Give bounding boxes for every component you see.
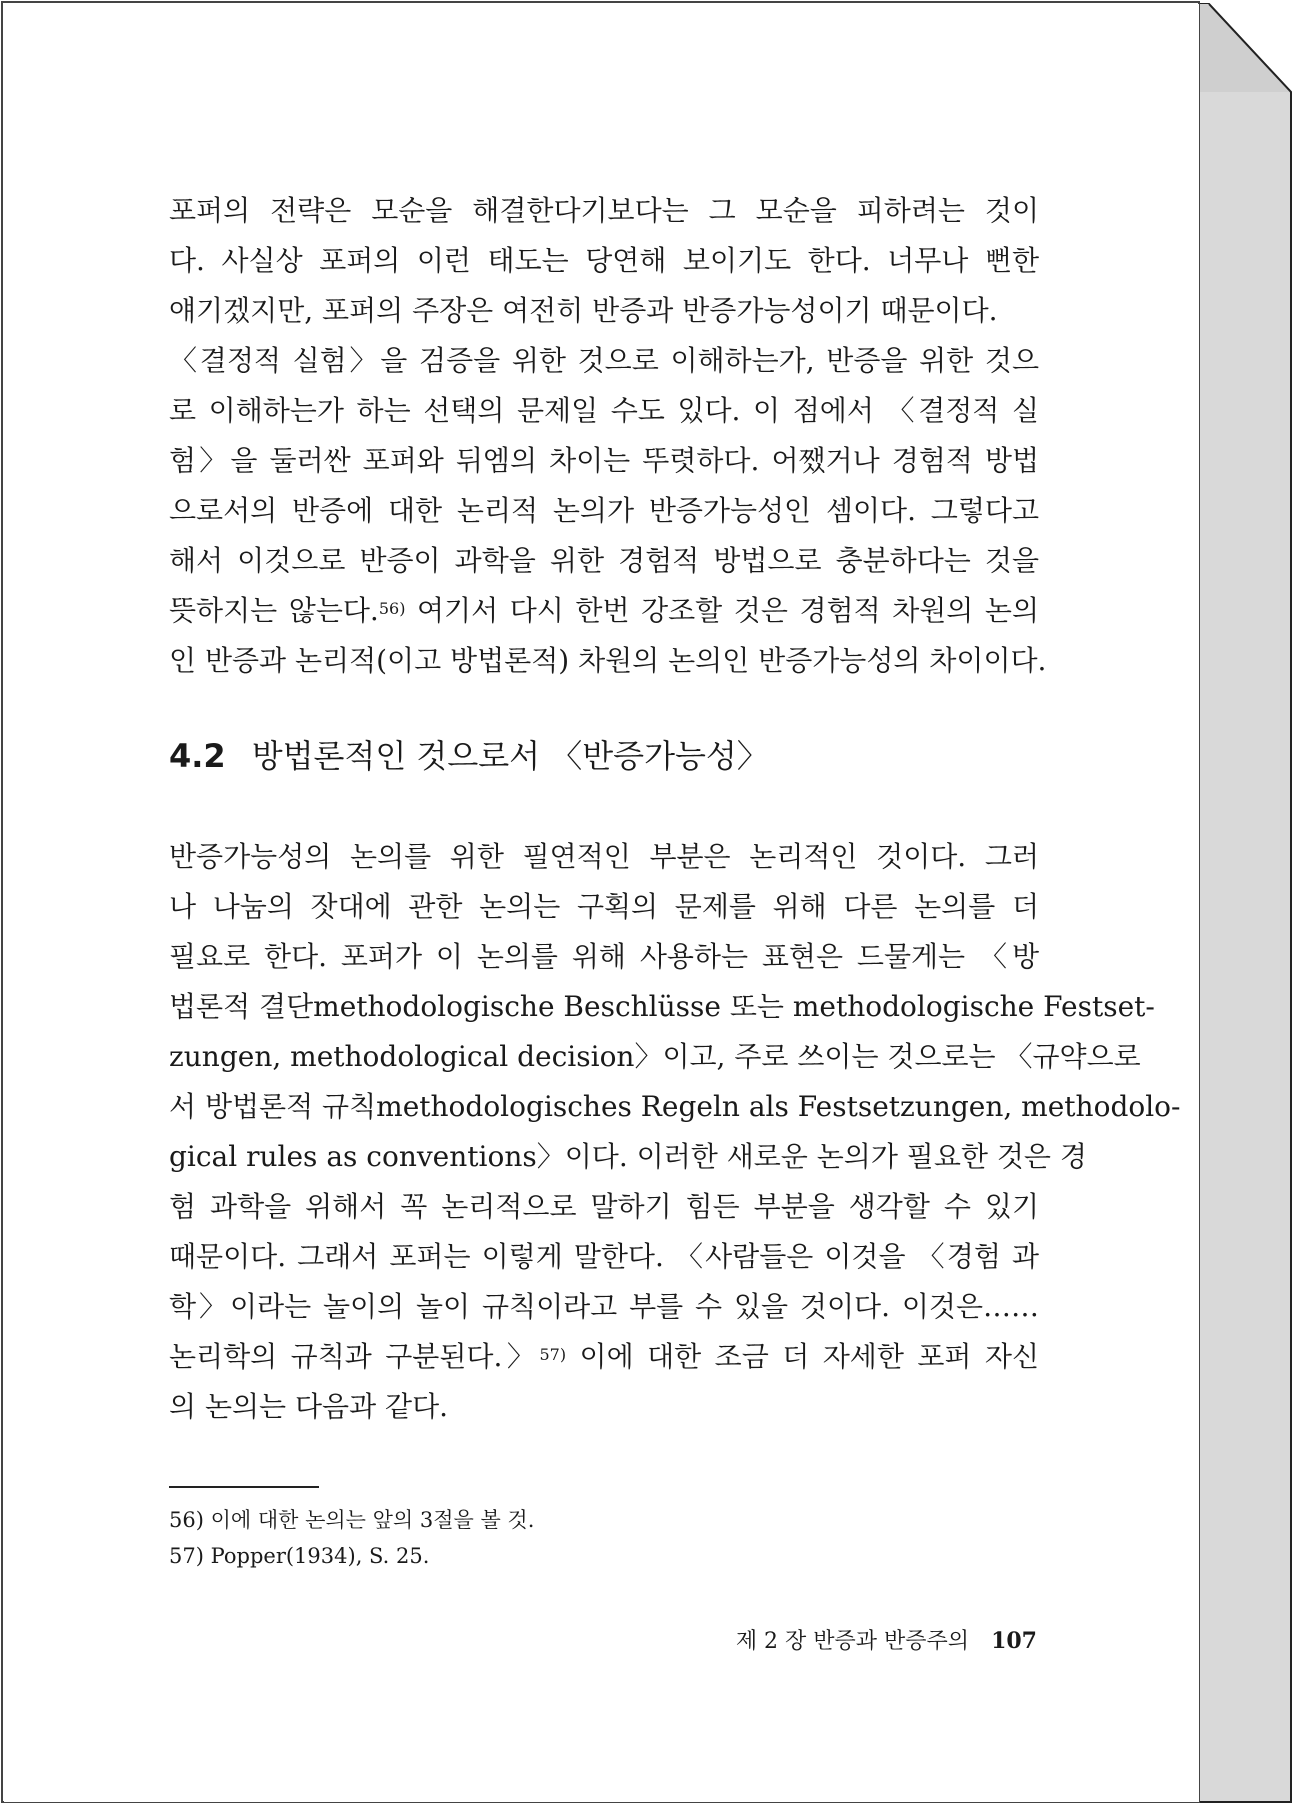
paragraph-1 [169, 186, 1039, 336]
paragraph-3-line-3: 필요로 한다. 포퍼가 이 논의를 위해 사용하는 표현은 드물게는 〈방 [169, 940, 1039, 973]
paragraph-1-line-1: 포퍼의 전략은 모순을 해결한다기보다는 그 모순을 피하려는 것이 [169, 194, 1039, 227]
paragraph-3-line-1: 반증가능성의 논의를 위한 필연적인 부분은 논리적인 것이다. 그러 [169, 840, 1039, 873]
footnote-57: 57) Popper(1934), S. 25. [169, 1544, 430, 1568]
section-heading [169, 734, 1039, 778]
paragraph-3-line-2: 나 나눔의 잣대에 관한 논의는 구획의 문제를 위해 다른 논의를 더 [169, 890, 1039, 923]
paragraph-3-line-8: 험 과학을 위해서 꼭 논리적으로 말하기 힘든 부분을 생각할 수 있기 [169, 1190, 1039, 1223]
paragraph-2-line-7: 인 반증과 논리적(이고 방법론적) 차원의 논의인 반증가능성의 차이이다. [169, 644, 1047, 677]
paragraph-3-line-10: 학〉이라는 놀이의 놀이 규칙이라고 부를 수 있을 것이다. 이것은…… [169, 1290, 1039, 1323]
paragraph-2-line-1: 〈결정적 실험〉을 검증을 위한 것으로 이해하는가, 반증을 위한 것으 [169, 344, 1039, 377]
paragraph-2-line-3: 험〉을 둘러싼 포퍼와 뒤엠의 차이는 뚜렷하다. 어쨌거나 경험적 방법 [169, 444, 1039, 477]
chapter-title: 제 2 장 반증과 반증주의 [735, 1629, 970, 1654]
paragraph-3-line-12: 의 논의는 다음과 같다. [169, 1390, 449, 1423]
footnotes [169, 1502, 869, 1574]
running-footer [736, 1626, 1037, 1657]
paragraph-3-line-11 [169, 1332, 1039, 1382]
paragraph-3 [169, 832, 1181, 1432]
footnote-ref-56: 56) [378, 599, 406, 618]
fn56-before-text: 뜻하지는 않는다. [169, 594, 379, 627]
paragraph-3-line-6: 서 방법론적 규칙methodologisches Regeln als Festsetzungen, methodolo- [169, 1090, 1181, 1123]
page-number: 107 [991, 1628, 1037, 1654]
paragraph-3-line-9: 때문이다. 그래서 포퍼는 이렇게 말한다. 〈사람들은 이것을 〈경험 과 [169, 1240, 1039, 1273]
paragraph-3-line-5: zungen, methodological decision〉이고, 주로 쓰이는 것으로는 〈규약으로 [169, 1040, 1141, 1073]
fn56-after-text: 여기서 다시 한번 강조할 것은 경험적 차원의 논의 [405, 594, 1040, 627]
section-title: 방법론적인 것으로서 〈반증가능성〉 [251, 737, 769, 775]
section-number: 4.2 [169, 737, 226, 775]
fn57-after-text: 이에 대한 조금 더 자세한 포퍼 자신 [566, 1340, 1039, 1373]
book-page [4, 4, 1199, 1802]
paragraph-2-line-4: 으로서의 반증에 대한 논리적 논의가 반증가능성인 셈이다. 그렇다고 [169, 494, 1039, 527]
footnote-56: 56) 이에 대한 논의는 앞의 3절을 볼 것. [169, 1508, 535, 1532]
paragraph-2 [169, 336, 1047, 686]
fn57-before-text: 논리학의 규칙과 구분된다.〉 [169, 1340, 540, 1373]
paragraph-3-line-7: gical rules as conventions〉이다. 이러한 새로운 논의가 필요한 것은 경 [169, 1140, 1087, 1173]
paragraph-1-line-3: 얘기겠지만, 포퍼의 주장은 여전히 반증과 반증가능성이기 때문이다. [169, 294, 998, 327]
paragraph-3-line-4: 법론적 결단methodologische Beschlüsse 또는 methodologische Festset- [169, 990, 1155, 1023]
paragraph-1-line-2: 다. 사실상 포퍼의 이런 태도는 당연해 보이기도 한다. 너무나 뻔한 [169, 244, 1039, 277]
paragraph-2-line-5: 해서 이것으로 반증이 과학을 위한 경험적 방법으로 충분하다는 것을 [169, 544, 1039, 577]
paragraph-2-line-2: 로 이해하는가 하는 선택의 문제일 수도 있다. 이 점에서 〈결정적 실 [169, 394, 1039, 427]
footnote-ref-57: 57) [539, 1345, 567, 1364]
paragraph-2-line-6 [169, 586, 1039, 636]
footnote-divider [169, 1486, 319, 1488]
